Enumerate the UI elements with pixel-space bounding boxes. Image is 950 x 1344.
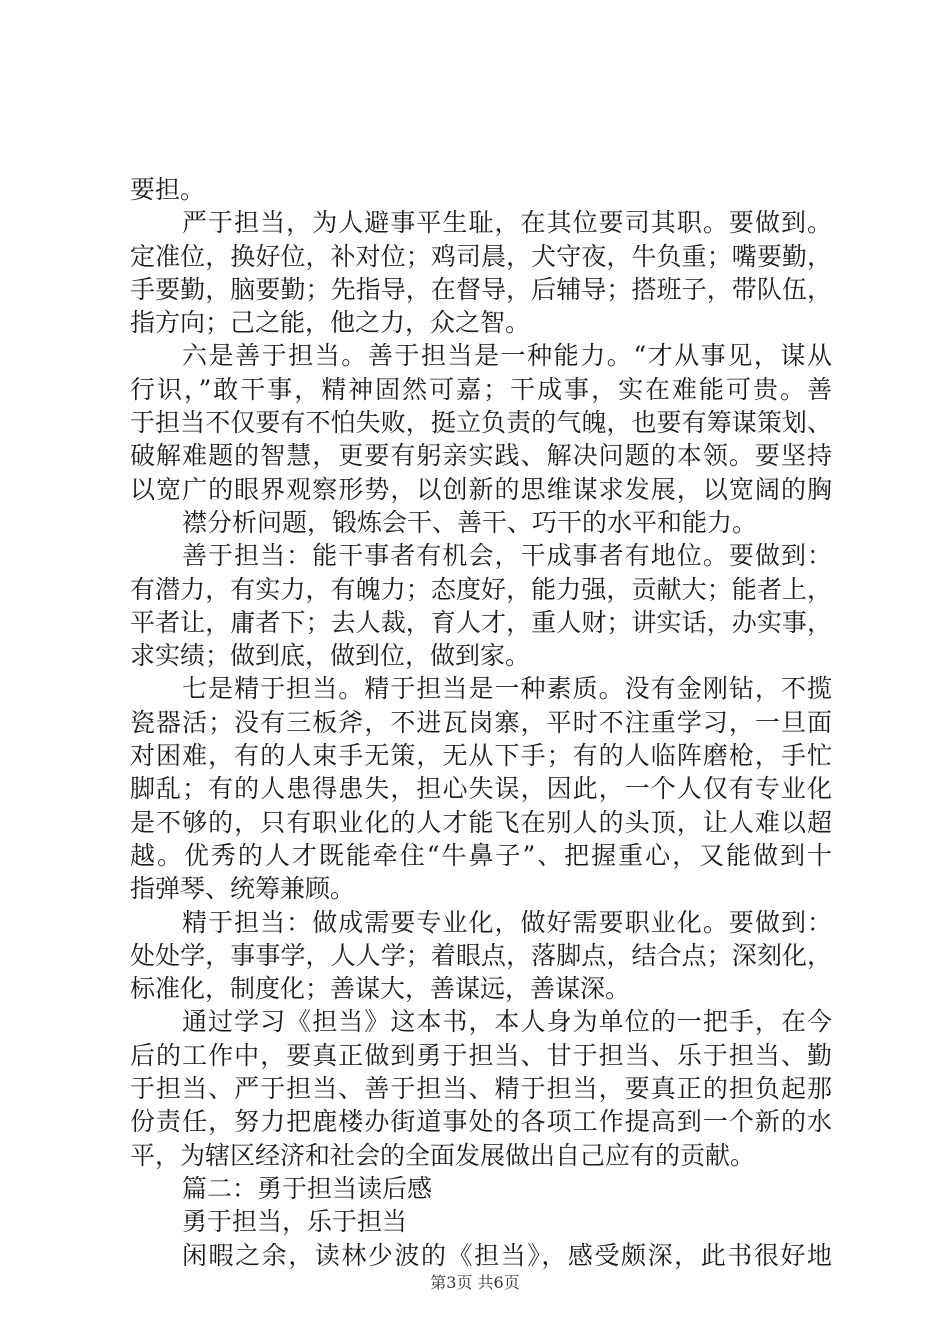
text-line: 对困难，有的人束手无策，无从下手；有的人临阵磨枪，手忙 [130, 741, 832, 771]
text-line: 破解难题的智慧，更要有躬亲实践、解决问题的本领。要坚持 [130, 441, 832, 471]
text-line: 以宽广的眼界观察形势，以创新的思维谋求发展，以宽阔的胸 [130, 474, 832, 504]
text-line: 求实绩；做到底，做到位，做到家。 [130, 641, 531, 671]
paragraph-start-line: 严于担当，为人避事平生耻，在其位要司其职。要做到。 [182, 208, 832, 238]
text-line: 标准化，制度化；善谋大，善谋远，善谋深。 [130, 974, 631, 1004]
section-heading: 篇二：勇于担当读后感 [182, 1173, 433, 1203]
text-line: 行识，”敢干事，精神固然可嘉；干成事，实在难能可贵。善 [130, 374, 832, 404]
text-line: 平，为辖区经济和社会的全面发展做出自己应有的贡献。 [130, 1140, 756, 1170]
text-line: 定准位，换好位，补对位；鸡司晨，犬守夜，牛负重；嘴要勤， [130, 241, 832, 271]
text-line: 越。优秀的人才既能牵住“牛鼻子”、把握重心，又能做到十 [130, 840, 832, 870]
section-subtitle: 勇于担当，乐于担当 [182, 1207, 408, 1237]
text-line: 于担当不仅要有不怕失败，挺立负责的气魄，也要有筹谋策划、 [130, 408, 832, 438]
text-line: 处处学，事事学，人人学；着眼点，落脚点，结合点；深刻化， [130, 940, 832, 970]
paragraph-start-line: 善于担当：能干事者有机会，干成事者有地位。要做到： [182, 541, 832, 571]
body-text [130, 173, 832, 1272]
text-line: 份责任，努力把鹿楼办街道事处的各项工作提高到一个新的水 [130, 1107, 832, 1137]
text-line: 有潜力，有实力，有魄力；态度好，能力强，贡献大；能者上， [130, 574, 832, 604]
text-line: 指弹琴、统筹兼顾。 [130, 874, 356, 904]
text-line: 后的工作中，要真正做到勇于担当、甘于担当、乐于担当、勤 [130, 1040, 832, 1070]
paragraph-start-line: 襟分析问题，锻炼会干、善干、巧干的水平和能力。 [182, 507, 758, 537]
paragraph-start-line: 七是精于担当。精于担当是一种素质。没有金刚钻，不揽 [182, 674, 832, 704]
text-line: 指方向；己之能，他之力，众之智。 [130, 308, 531, 338]
paragraph-start-line: 六是善于担当。善于担当是一种能力。“才从事见，谋从 [182, 341, 832, 371]
page-number-footer: 第3页 共6页 [430, 1273, 520, 1292]
paragraph-start-line: 精于担当：做成需要专业化，做好需要职业化。要做到： [182, 907, 832, 937]
text-line: 手要勤，脑要勤；先指导，在督导，后辅导；搭班子，带队伍， [130, 274, 832, 304]
paragraph-start-line: 闲暇之余，读林少波的《担当》，感受颇深，此书很好地 [182, 1240, 832, 1270]
text-line: 于担当、严于担当、善于担当、精于担当，要真正的担负起那 [130, 1074, 832, 1104]
text-line: 平者让，庸者下；去人裁，育人才，重人财；讲实话，办实事， [130, 607, 832, 637]
paragraph-start-line: 通过学习《担当》这本书，本人身为单位的一把手，在今 [182, 1007, 832, 1037]
text-line: 脚乱；有的人患得患失，担心失误，因此，一个人仅有专业化 [130, 774, 832, 804]
text-line: 是不够的，只有职业化的人才能飞在别人的头顶，让人难以超 [130, 807, 832, 837]
text-line: 瓷器活；没有三板斧，不进瓦岗寨，平时不注重学习，一旦面 [130, 707, 832, 737]
text-line: 要担。 [130, 175, 206, 204]
